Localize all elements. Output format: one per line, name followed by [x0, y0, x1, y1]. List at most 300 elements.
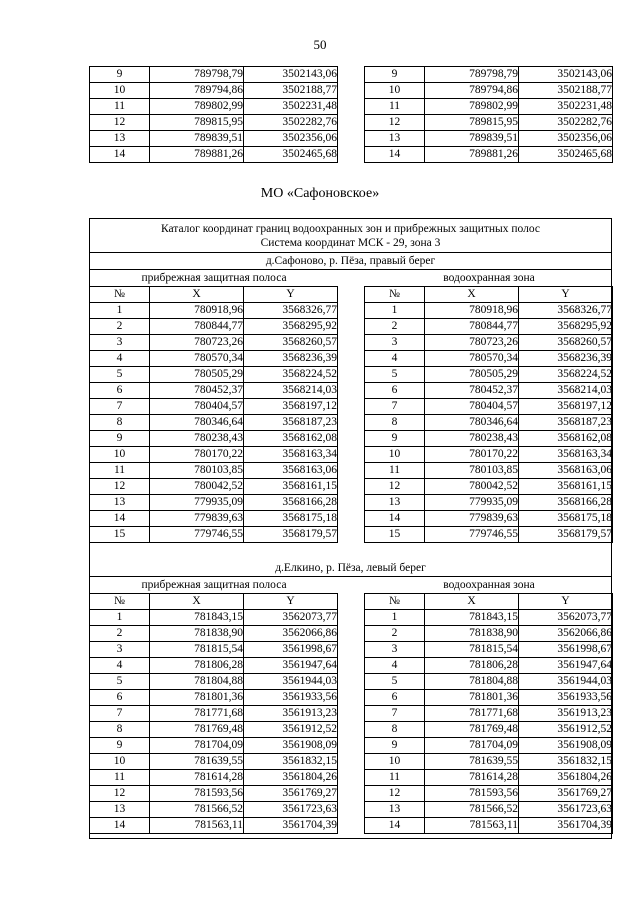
point-number: 4: [365, 351, 425, 367]
point-number: 11: [365, 770, 425, 786]
table-row: [90, 642, 613, 658]
table-row: [90, 447, 613, 463]
table-row: [90, 99, 613, 115]
table-row: [90, 511, 613, 527]
x-coordinate: 781804,88: [425, 674, 519, 690]
y-coordinate: 3561912,52: [244, 722, 338, 738]
x-coordinate: 781771,68: [425, 706, 519, 722]
y-coordinate: 3561908,09: [244, 738, 338, 754]
column-gap: [338, 527, 365, 543]
column-gap: [338, 351, 365, 367]
x-coordinate: 781614,28: [150, 770, 244, 786]
left-zone-label: прибрежная защитная полоса: [141, 272, 287, 284]
y-coordinate: 3561832,15: [519, 754, 613, 770]
x-coordinate: 789798,79: [425, 67, 519, 83]
x-coordinate: 781593,56: [150, 786, 244, 802]
column-gap: [338, 383, 365, 399]
point-number: 2: [90, 626, 150, 642]
table-row: [90, 115, 613, 131]
top-coordinates-table: [89, 66, 613, 163]
x-coordinate: 789839,51: [150, 131, 244, 147]
table-row: [90, 610, 613, 626]
column-gap: [338, 287, 365, 303]
point-number: 5: [365, 674, 425, 690]
y-coordinate: 3568166,28: [519, 495, 613, 511]
point-number: 9: [365, 738, 425, 754]
point-number: 1: [365, 610, 425, 626]
column-gap: [338, 511, 365, 527]
y-coordinate: 3568295,92: [519, 319, 613, 335]
catalog-subtitle: Система координат МСК - 29, зона 3: [260, 237, 441, 249]
x-coordinate: 780723,26: [150, 335, 244, 351]
point-number: 11: [90, 770, 150, 786]
column-gap: [338, 415, 365, 431]
column-header-y: Y: [244, 287, 338, 303]
column-header-number: №: [90, 287, 150, 303]
y-coordinate: 3502143,06: [519, 67, 613, 83]
point-number: 11: [90, 463, 150, 479]
column-gap: [338, 67, 365, 83]
left-zone-label: прибрежная защитная полоса: [141, 579, 287, 591]
y-coordinate: 3502282,76: [519, 115, 613, 131]
column-gap: [338, 335, 365, 351]
x-coordinate: 780346,64: [150, 415, 244, 431]
x-coordinate: 780103,85: [425, 463, 519, 479]
y-coordinate: 3561944,03: [244, 674, 338, 690]
header-row: [90, 287, 613, 303]
x-coordinate: 779746,55: [150, 527, 244, 543]
y-coordinate: 3568197,12: [244, 399, 338, 415]
table-row: [90, 399, 613, 415]
point-number: 3: [365, 335, 425, 351]
point-number: 8: [365, 415, 425, 431]
column-gap: [338, 447, 365, 463]
column-gap: [338, 303, 365, 319]
y-coordinate: 3561998,67: [244, 642, 338, 658]
column-header-x: X: [425, 594, 519, 610]
point-number: 4: [90, 658, 150, 674]
x-coordinate: 780238,43: [150, 431, 244, 447]
y-coordinate: 3568161,15: [519, 479, 613, 495]
x-coordinate: 779746,55: [425, 527, 519, 543]
point-number: 9: [365, 67, 425, 83]
column-header-x: X: [150, 287, 244, 303]
y-coordinate: 3568175,18: [519, 511, 613, 527]
x-coordinate: 780452,37: [425, 383, 519, 399]
table-row: [90, 738, 613, 754]
point-number: 9: [365, 431, 425, 447]
point-number: 13: [365, 495, 425, 511]
column-gap: [338, 690, 365, 706]
point-number: 12: [90, 115, 150, 131]
column-gap: [338, 802, 365, 818]
y-coordinate: 3502188,77: [244, 83, 338, 99]
y-coordinate: 3568163,34: [519, 447, 613, 463]
y-coordinate: 3561933,56: [519, 690, 613, 706]
column-gap: [338, 754, 365, 770]
column-header-number: №: [365, 594, 425, 610]
point-number: 11: [365, 463, 425, 479]
x-coordinate: 779839,63: [425, 511, 519, 527]
x-coordinate: 789881,26: [425, 147, 519, 163]
y-coordinate: 3562066,86: [519, 626, 613, 642]
column-gap: [338, 594, 365, 610]
x-coordinate: 780505,29: [425, 367, 519, 383]
point-number: 14: [90, 511, 150, 527]
y-coordinate: 3568326,77: [519, 303, 613, 319]
point-number: 6: [90, 690, 150, 706]
y-coordinate: 3561832,15: [244, 754, 338, 770]
right-zone-label: водоохранная зона: [443, 272, 535, 284]
y-coordinate: 3562073,77: [244, 610, 338, 626]
y-coordinate: 3568214,03: [519, 383, 613, 399]
y-coordinate: 3561804,26: [244, 770, 338, 786]
y-coordinate: 3561912,52: [519, 722, 613, 738]
table-row: [90, 658, 613, 674]
point-number: 12: [365, 479, 425, 495]
y-coordinate: 3562073,77: [519, 610, 613, 626]
x-coordinate: 780452,37: [150, 383, 244, 399]
y-coordinate: 3502356,06: [244, 131, 338, 147]
x-coordinate: 780918,96: [150, 303, 244, 319]
point-number: 3: [365, 642, 425, 658]
table-row: [90, 415, 613, 431]
table-row: [90, 527, 613, 543]
point-number: 10: [90, 83, 150, 99]
column-header-x: X: [425, 287, 519, 303]
x-coordinate: 781704,09: [425, 738, 519, 754]
point-number: 13: [90, 495, 150, 511]
y-coordinate: 3568163,06: [519, 463, 613, 479]
x-coordinate: 789798,79: [150, 67, 244, 83]
table-row: [90, 147, 613, 163]
point-number: 10: [365, 447, 425, 463]
x-coordinate: 781563,11: [425, 818, 519, 834]
x-coordinate: 780346,64: [425, 415, 519, 431]
x-coordinate: 780505,29: [150, 367, 244, 383]
table-row: [90, 818, 613, 834]
column-gap: [338, 319, 365, 335]
header-row: [90, 594, 613, 610]
y-coordinate: 3502188,77: [519, 83, 613, 99]
column-gap: [338, 626, 365, 642]
x-coordinate: 781806,28: [150, 658, 244, 674]
y-coordinate: 3561933,56: [244, 690, 338, 706]
point-number: 7: [90, 399, 150, 415]
y-coordinate: 3561947,64: [519, 658, 613, 674]
table-row: [90, 335, 613, 351]
x-coordinate: 780918,96: [425, 303, 519, 319]
y-coordinate: 3568162,08: [519, 431, 613, 447]
x-coordinate: 789802,99: [425, 99, 519, 115]
table-row: [90, 722, 613, 738]
column-gap: [338, 658, 365, 674]
point-number: 13: [90, 802, 150, 818]
x-coordinate: 781801,36: [150, 690, 244, 706]
page-number: 50: [313, 37, 327, 52]
x-coordinate: 781566,52: [425, 802, 519, 818]
point-number: 13: [365, 802, 425, 818]
y-coordinate: 3568187,23: [519, 415, 613, 431]
column-header-x: X: [150, 594, 244, 610]
table-row: [90, 351, 613, 367]
x-coordinate: 780103,85: [150, 463, 244, 479]
column-gap: [338, 495, 365, 511]
point-number: 1: [90, 303, 150, 319]
column-gap: [338, 738, 365, 754]
point-number: 9: [90, 431, 150, 447]
point-number: 14: [365, 818, 425, 834]
section-title: МО «Сафоновское»: [260, 186, 380, 201]
y-coordinate: 3568260,57: [244, 335, 338, 351]
table-row: [90, 67, 613, 83]
x-coordinate: 789815,95: [150, 115, 244, 131]
point-number: 2: [365, 626, 425, 642]
point-number: 6: [365, 690, 425, 706]
x-coordinate: 781639,55: [425, 754, 519, 770]
column-gap: [338, 399, 365, 415]
x-coordinate: 789794,86: [425, 83, 519, 99]
point-number: 8: [90, 415, 150, 431]
y-coordinate: 3561947,64: [244, 658, 338, 674]
point-number: 6: [365, 383, 425, 399]
y-coordinate: 3568236,39: [519, 351, 613, 367]
y-coordinate: 3568187,23: [244, 415, 338, 431]
x-coordinate: 780238,43: [425, 431, 519, 447]
x-coordinate: 781614,28: [425, 770, 519, 786]
section-heading: д.Сафоново, р. Пёза, правый берег: [265, 255, 436, 267]
x-coordinate: 780042,52: [150, 479, 244, 495]
y-coordinate: 3561723,63: [244, 802, 338, 818]
point-number: 10: [90, 754, 150, 770]
point-number: 7: [365, 706, 425, 722]
y-coordinate: 3502282,76: [244, 115, 338, 131]
table-row: [90, 786, 613, 802]
point-number: 10: [365, 754, 425, 770]
point-number: 13: [90, 131, 150, 147]
column-gap: [338, 147, 365, 163]
x-coordinate: 781806,28: [425, 658, 519, 674]
y-coordinate: 3561913,23: [244, 706, 338, 722]
y-coordinate: 3502231,48: [244, 99, 338, 115]
point-number: 5: [90, 367, 150, 383]
y-coordinate: 3561723,63: [519, 802, 613, 818]
point-number: 14: [365, 511, 425, 527]
table-row: [90, 802, 613, 818]
right-zone-label: водоохранная зона: [443, 579, 535, 591]
column-gap: [338, 131, 365, 147]
y-coordinate: 3568166,28: [244, 495, 338, 511]
table-row: [90, 770, 613, 786]
y-coordinate: 3568224,52: [244, 367, 338, 383]
table-row: [90, 303, 613, 319]
y-coordinate: 3568326,77: [244, 303, 338, 319]
column-header-y: Y: [244, 594, 338, 610]
table-row: [90, 463, 613, 479]
x-coordinate: 781639,55: [150, 754, 244, 770]
y-coordinate: 3568163,06: [244, 463, 338, 479]
x-coordinate: 789815,95: [425, 115, 519, 131]
y-coordinate: 3568295,92: [244, 319, 338, 335]
catalog-title: Каталог координат границ водоохранных зон и прибрежных защитных полос: [160, 223, 541, 235]
y-coordinate: 3561804,26: [519, 770, 613, 786]
point-number: 12: [365, 786, 425, 802]
point-number: 3: [90, 335, 150, 351]
y-coordinate: 3561769,27: [244, 786, 338, 802]
table-row: [90, 674, 613, 690]
table-row: [90, 431, 613, 447]
point-number: 5: [365, 367, 425, 383]
y-coordinate: 3568179,57: [519, 527, 613, 543]
y-coordinate: 3568260,57: [519, 335, 613, 351]
table-row: [90, 754, 613, 770]
point-number: 1: [365, 303, 425, 319]
column-gap: [338, 479, 365, 495]
x-coordinate: 789839,51: [425, 131, 519, 147]
x-coordinate: 789881,26: [150, 147, 244, 163]
column-gap: [338, 642, 365, 658]
y-coordinate: 3561704,39: [244, 818, 338, 834]
column-gap: [338, 463, 365, 479]
column-gap: [338, 722, 365, 738]
x-coordinate: 780404,57: [150, 399, 244, 415]
table-row: [90, 495, 613, 511]
point-number: 9: [90, 738, 150, 754]
column-gap: [338, 610, 365, 626]
section-heading: д.Елкино, р. Пёза, левый берег: [275, 562, 426, 574]
x-coordinate: 781838,90: [425, 626, 519, 642]
column-header-number: №: [365, 287, 425, 303]
y-coordinate: 3561769,27: [519, 786, 613, 802]
x-coordinate: 780570,34: [425, 351, 519, 367]
column-gap: [338, 367, 365, 383]
x-coordinate: 781804,88: [150, 674, 244, 690]
y-coordinate: 3502465,68: [519, 147, 613, 163]
y-coordinate: 3562066,86: [244, 626, 338, 642]
column-gap: [338, 115, 365, 131]
x-coordinate: 780723,26: [425, 335, 519, 351]
y-coordinate: 3568163,34: [244, 447, 338, 463]
point-number: 8: [90, 722, 150, 738]
column-gap: [338, 706, 365, 722]
column-header-number: №: [90, 594, 150, 610]
x-coordinate: 781815,54: [150, 642, 244, 658]
table-row: [90, 479, 613, 495]
table-row: [90, 319, 613, 335]
y-coordinate: 3561944,03: [519, 674, 613, 690]
point-number: 5: [90, 674, 150, 690]
column-gap: [338, 99, 365, 115]
point-number: 6: [90, 383, 150, 399]
x-coordinate: 780170,22: [150, 447, 244, 463]
point-number: 13: [365, 131, 425, 147]
point-number: 15: [365, 527, 425, 543]
x-coordinate: 781815,54: [425, 642, 519, 658]
point-number: 4: [365, 658, 425, 674]
x-coordinate: 779839,63: [150, 511, 244, 527]
x-coordinate: 779935,09: [425, 495, 519, 511]
y-coordinate: 3561998,67: [519, 642, 613, 658]
y-coordinate: 3568161,15: [244, 479, 338, 495]
y-coordinate: 3568197,12: [519, 399, 613, 415]
x-coordinate: 780404,57: [425, 399, 519, 415]
y-coordinate: 3568236,39: [244, 351, 338, 367]
point-number: 4: [90, 351, 150, 367]
safonovo-coordinates-table: [89, 286, 613, 543]
table-row: [90, 131, 613, 147]
point-number: 14: [365, 147, 425, 163]
point-number: 12: [90, 479, 150, 495]
point-number: 12: [365, 115, 425, 131]
point-number: 7: [90, 706, 150, 722]
point-number: 15: [90, 527, 150, 543]
x-coordinate: 781843,15: [425, 610, 519, 626]
column-gap: [338, 83, 365, 99]
column-gap: [338, 431, 365, 447]
table-row: [90, 706, 613, 722]
point-number: 2: [365, 319, 425, 335]
x-coordinate: 789802,99: [150, 99, 244, 115]
y-coordinate: 3502356,06: [519, 131, 613, 147]
y-coordinate: 3568214,03: [244, 383, 338, 399]
table-row: [90, 83, 613, 99]
point-number: 7: [365, 399, 425, 415]
x-coordinate: 781801,36: [425, 690, 519, 706]
x-coordinate: 781769,48: [425, 722, 519, 738]
column-gap: [338, 674, 365, 690]
x-coordinate: 781563,11: [150, 818, 244, 834]
x-coordinate: 781769,48: [150, 722, 244, 738]
point-number: 9: [90, 67, 150, 83]
x-coordinate: 781593,56: [425, 786, 519, 802]
y-coordinate: 3568179,57: [244, 527, 338, 543]
y-coordinate: 3502465,68: [244, 147, 338, 163]
point-number: 12: [90, 786, 150, 802]
point-number: 2: [90, 319, 150, 335]
column-header-y: Y: [519, 287, 613, 303]
point-number: 3: [90, 642, 150, 658]
point-number: 14: [90, 818, 150, 834]
y-coordinate: 3502143,06: [244, 67, 338, 83]
x-coordinate: 780844,77: [150, 319, 244, 335]
table-row: [90, 626, 613, 642]
point-number: 10: [365, 83, 425, 99]
point-number: 8: [365, 722, 425, 738]
x-coordinate: 779935,09: [150, 495, 244, 511]
table-row: [90, 690, 613, 706]
column-gap: [338, 786, 365, 802]
y-coordinate: 3568162,08: [244, 431, 338, 447]
point-number: 11: [365, 99, 425, 115]
x-coordinate: 780570,34: [150, 351, 244, 367]
table-row: [90, 367, 613, 383]
table-row: [90, 383, 613, 399]
point-number: 10: [90, 447, 150, 463]
point-number: 11: [90, 99, 150, 115]
x-coordinate: 780844,77: [425, 319, 519, 335]
x-coordinate: 780170,22: [425, 447, 519, 463]
y-coordinate: 3568224,52: [519, 367, 613, 383]
x-coordinate: 781566,52: [150, 802, 244, 818]
y-coordinate: 3502231,48: [519, 99, 613, 115]
column-header-y: Y: [519, 594, 613, 610]
point-number: 14: [90, 147, 150, 163]
x-coordinate: 780042,52: [425, 479, 519, 495]
y-coordinate: 3568175,18: [244, 511, 338, 527]
y-coordinate: 3561913,23: [519, 706, 613, 722]
x-coordinate: 789794,86: [150, 83, 244, 99]
y-coordinate: 3561704,39: [519, 818, 613, 834]
